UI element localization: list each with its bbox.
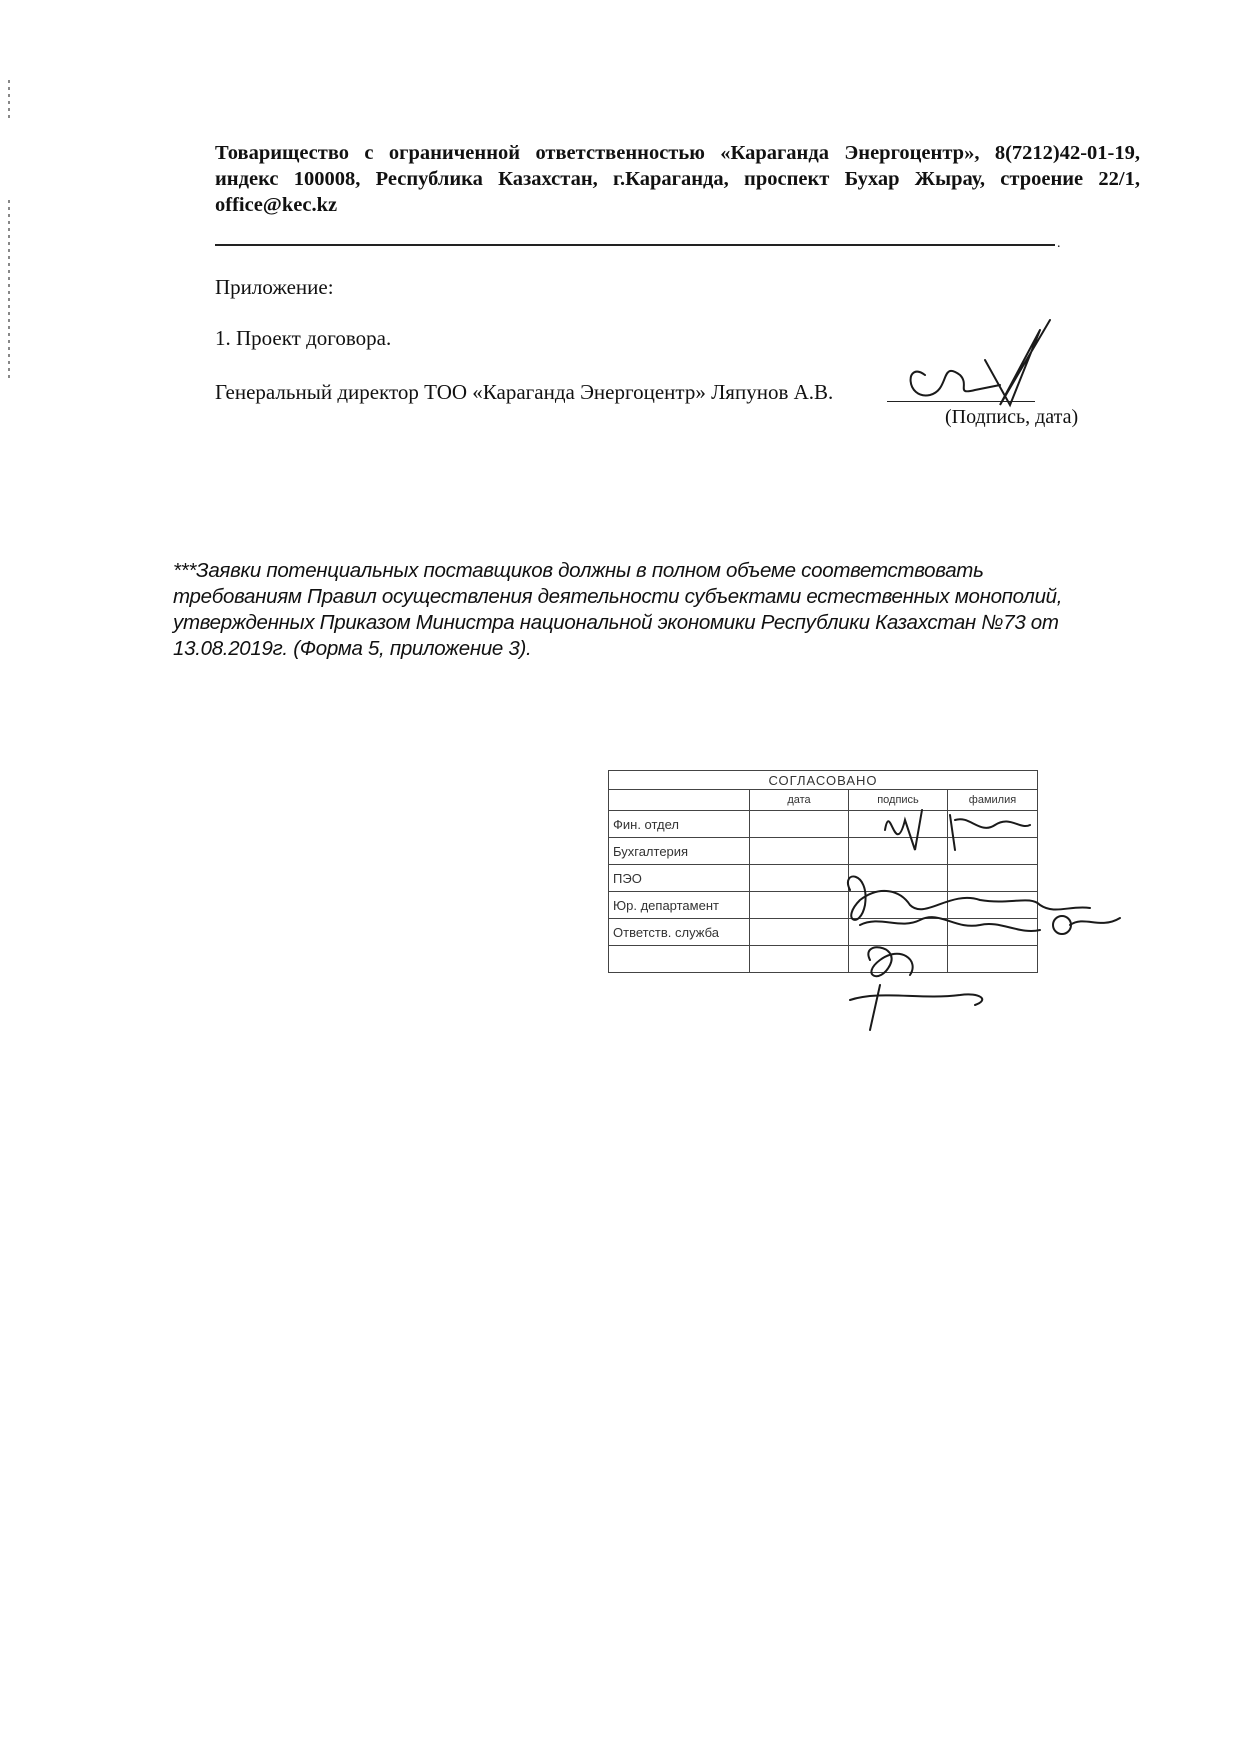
stamp-signature	[1053, 916, 1071, 934]
stamp-row-label: Ответств. служба	[609, 919, 750, 946]
signature-caption: (Подпись, дата)	[945, 406, 1079, 428]
stamp-signature	[1070, 918, 1120, 925]
stamp-col-surname: фамилия	[948, 790, 1038, 811]
stamp-title: СОГЛАСОВАНО	[609, 771, 1038, 790]
stamp-signature	[860, 917, 1040, 931]
stamp-signature	[950, 815, 1030, 850]
stamp-signature	[868, 947, 912, 976]
stamp-row-label: Бухгалтерия	[609, 838, 750, 865]
divider-dot: .	[1057, 236, 1061, 251]
stamp-signature	[848, 876, 1090, 919]
attachment-heading: Приложение:	[215, 275, 334, 299]
director-line: Генеральный директор ТОО «Караганда Энергоцентр» Ляпунов А.В.	[215, 380, 834, 404]
stamp-row-label: Фин. отдел	[609, 811, 750, 838]
footnote: ***Заявки потенциальных поставщиков должны в полном объеме соответствовать требованиям Правил осуществления деятельности субъектами естественных монополий, утвержденных Приказом Министра национальной экономики Республики Казахстан №73 от 13.08.2019г. (Форма 5, приложение 3).	[173, 559, 1063, 660]
company-header: Товарищество с ограниченной ответственностью «Караганда Энергоцентр», 8(7212)42-01-19, индекс 100008, Республика Казахстан, г.Караганда, проспект Бухар Жырау, строение 22/1, office@kec.kz	[215, 142, 1140, 216]
stamp-row-label: ПЭО	[609, 865, 750, 892]
stamp-signature	[850, 985, 982, 1030]
stamp-col-signature: подпись	[849, 790, 948, 811]
director-signature	[911, 320, 1050, 405]
attachment-item: 1. Проект договора.	[215, 326, 392, 350]
stamp-col-date: дата	[750, 790, 849, 811]
stamp-signature	[885, 810, 922, 850]
stamp-row-label: Юр. департамент	[609, 892, 750, 919]
